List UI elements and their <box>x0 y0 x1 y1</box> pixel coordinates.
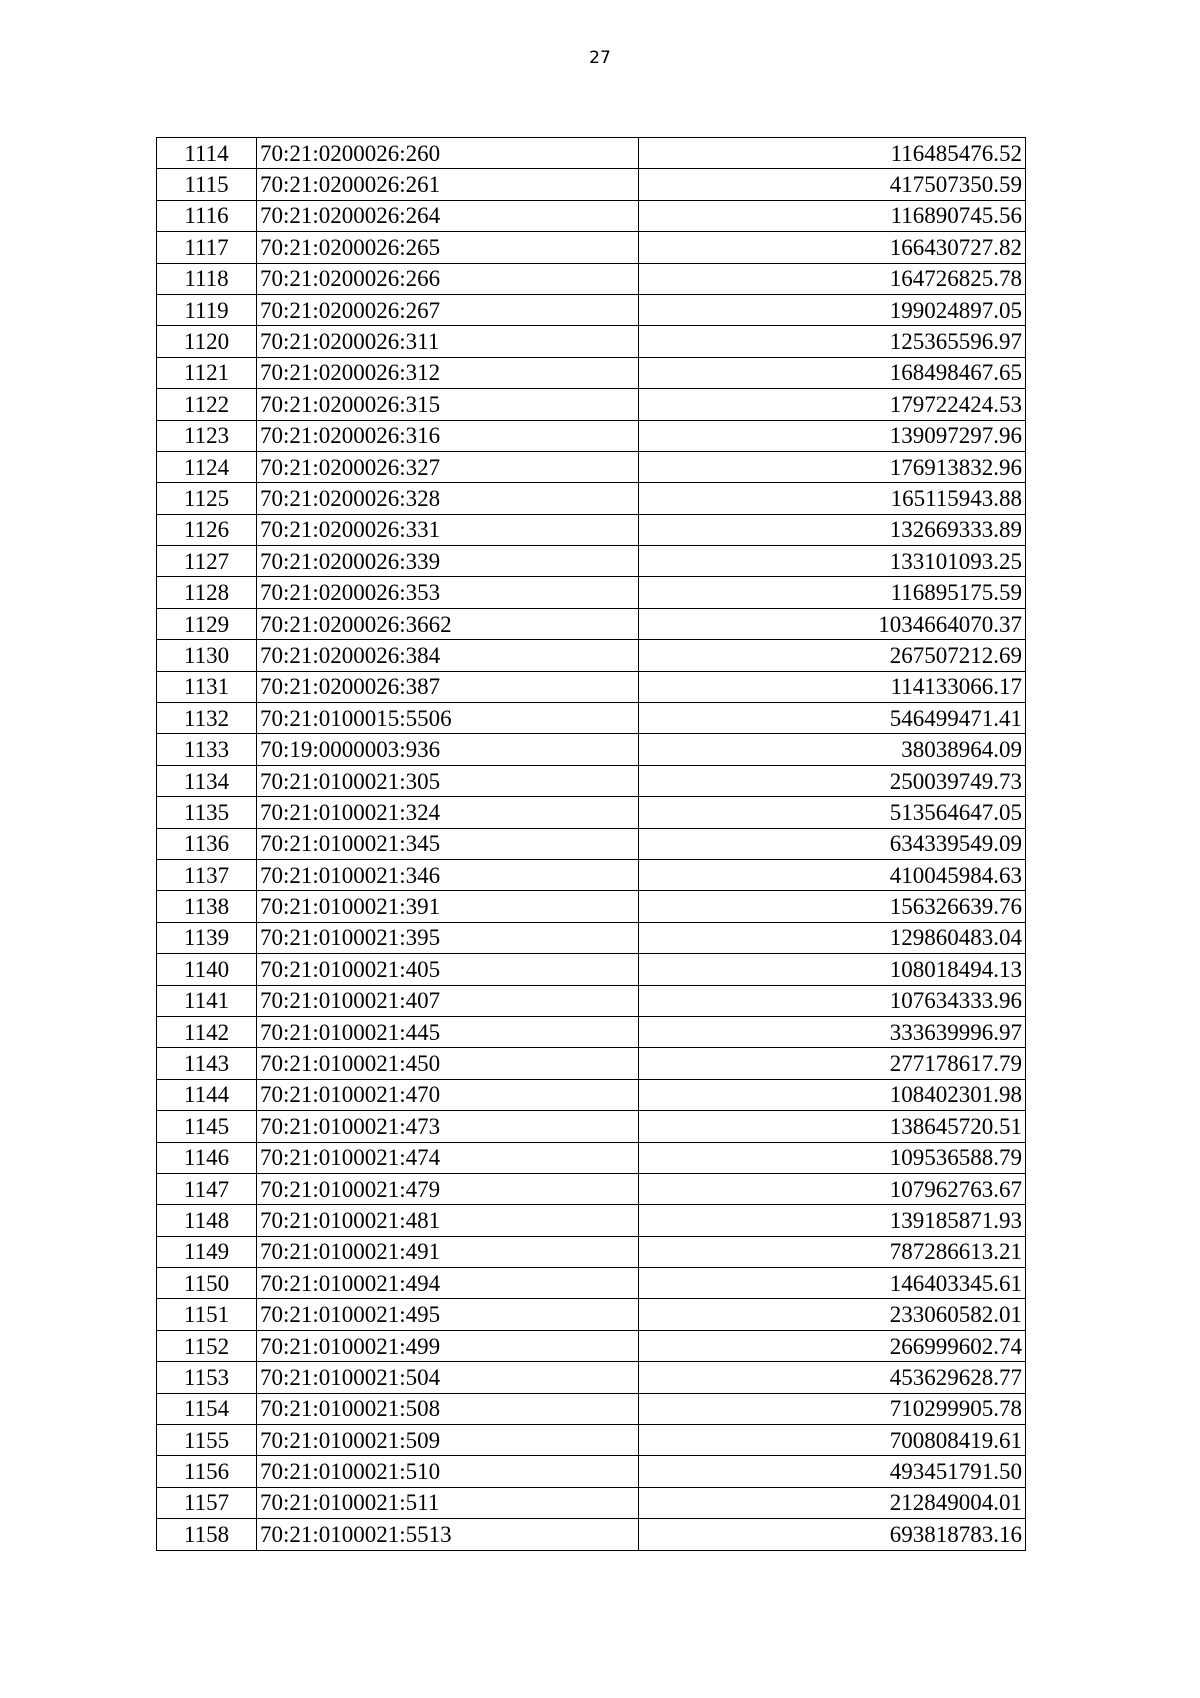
table-row <box>157 1205 1026 1236</box>
cadastral-value: 277178617.79 <box>639 1048 1026 1079</box>
row-number: 1131 <box>157 671 257 702</box>
cadastral-number: 70:21:0100021:405 <box>257 954 639 985</box>
row-number: 1129 <box>157 608 257 639</box>
table-row <box>157 1330 1026 1361</box>
cadastral-number: 70:21:0100021:346 <box>257 859 639 890</box>
cadastral-value: 700808419.61 <box>639 1425 1026 1456</box>
cadastral-value: 1034664070.37 <box>639 608 1026 639</box>
table-row <box>157 1362 1026 1393</box>
table-row <box>157 232 1026 263</box>
row-number: 1145 <box>157 1111 257 1142</box>
cadastral-value: 156326639.76 <box>639 891 1026 922</box>
cadastral-value: 513564647.05 <box>639 797 1026 828</box>
table-row <box>157 483 1026 514</box>
row-number: 1117 <box>157 232 257 263</box>
cadastral-value: 710299905.78 <box>639 1393 1026 1424</box>
row-number: 1127 <box>157 546 257 577</box>
cadastral-value: 250039749.73 <box>639 765 1026 796</box>
cadastral-value-table <box>156 137 1026 1551</box>
cadastral-value: 199024897.05 <box>639 294 1026 325</box>
table-row <box>157 1236 1026 1267</box>
cadastral-number: 70:21:0100021:345 <box>257 828 639 859</box>
row-number: 1115 <box>157 169 257 200</box>
table-row <box>157 608 1026 639</box>
cadastral-number: 70:21:0200026:266 <box>257 263 639 294</box>
cadastral-value: 138645720.51 <box>639 1111 1026 1142</box>
cadastral-value: 116890745.56 <box>639 200 1026 231</box>
cadastral-number: 70:21:0100021:474 <box>257 1142 639 1173</box>
table-row <box>157 1016 1026 1047</box>
table-row <box>157 734 1026 765</box>
cadastral-value: 139097297.96 <box>639 420 1026 451</box>
table-row <box>157 797 1026 828</box>
cadastral-number: 70:21:0100021:324 <box>257 797 639 828</box>
cadastral-value: 493451791.50 <box>639 1456 1026 1487</box>
table-body <box>157 138 1026 1551</box>
cadastral-number: 70:21:0200026:384 <box>257 640 639 671</box>
table-row <box>157 577 1026 608</box>
table-row <box>157 294 1026 325</box>
table-row <box>157 703 1026 734</box>
cadastral-number: 70:21:0100021:499 <box>257 1330 639 1361</box>
table-row <box>157 1268 1026 1299</box>
row-number: 1132 <box>157 703 257 734</box>
cadastral-number: 70:21:0100015:5506 <box>257 703 639 734</box>
cadastral-value: 132669333.89 <box>639 514 1026 545</box>
row-number: 1151 <box>157 1299 257 1330</box>
row-number: 1150 <box>157 1268 257 1299</box>
row-number: 1128 <box>157 577 257 608</box>
cadastral-number: 70:21:0200026:316 <box>257 420 639 451</box>
table-row <box>157 891 1026 922</box>
row-number: 1124 <box>157 451 257 482</box>
cadastral-value: 266999602.74 <box>639 1330 1026 1361</box>
cadastral-number: 70:21:0100021:508 <box>257 1393 639 1424</box>
cadastral-value: 139185871.93 <box>639 1205 1026 1236</box>
table-row <box>157 1079 1026 1110</box>
cadastral-value: 634339549.09 <box>639 828 1026 859</box>
row-number: 1119 <box>157 294 257 325</box>
cadastral-number: 70:21:0100021:470 <box>257 1079 639 1110</box>
cadastral-number: 70:21:0100021:509 <box>257 1425 639 1456</box>
row-number: 1156 <box>157 1456 257 1487</box>
cadastral-value: 107634333.96 <box>639 985 1026 1016</box>
cadastral-value: 333639996.97 <box>639 1016 1026 1047</box>
table-row <box>157 828 1026 859</box>
cadastral-number: 70:21:0100021:481 <box>257 1205 639 1236</box>
cadastral-number: 70:21:0100021:395 <box>257 922 639 953</box>
table-row <box>157 765 1026 796</box>
cadastral-value: 233060582.01 <box>639 1299 1026 1330</box>
cadastral-number: 70:21:0100021:5513 <box>257 1519 639 1550</box>
cadastral-value: 693818783.16 <box>639 1519 1026 1550</box>
cadastral-number: 70:19:0000003:936 <box>257 734 639 765</box>
row-number: 1141 <box>157 985 257 1016</box>
cadastral-value: 164726825.78 <box>639 263 1026 294</box>
row-number: 1120 <box>157 326 257 357</box>
row-number: 1148 <box>157 1205 257 1236</box>
cadastral-value: 166430727.82 <box>639 232 1026 263</box>
table-row <box>157 1487 1026 1518</box>
table-row <box>157 640 1026 671</box>
table-row <box>157 169 1026 200</box>
cadastral-number: 70:21:0200026:267 <box>257 294 639 325</box>
table-row <box>157 859 1026 890</box>
table-row <box>157 1299 1026 1330</box>
table-row <box>157 1048 1026 1079</box>
cadastral-number: 70:21:0200026:353 <box>257 577 639 608</box>
row-number: 1153 <box>157 1362 257 1393</box>
table-row <box>157 1519 1026 1550</box>
table-row <box>157 1456 1026 1487</box>
row-number: 1138 <box>157 891 257 922</box>
cadastral-value: 129860483.04 <box>639 922 1026 953</box>
row-number: 1157 <box>157 1487 257 1518</box>
row-number: 1116 <box>157 200 257 231</box>
row-number: 1126 <box>157 514 257 545</box>
row-number: 1133 <box>157 734 257 765</box>
cadastral-value: 179722424.53 <box>639 389 1026 420</box>
row-number: 1147 <box>157 1173 257 1204</box>
table-row <box>157 985 1026 1016</box>
cadastral-value: 453629628.77 <box>639 1362 1026 1393</box>
cadastral-value: 168498467.65 <box>639 357 1026 388</box>
row-number: 1139 <box>157 922 257 953</box>
row-number: 1154 <box>157 1393 257 1424</box>
cadastral-value: 267507212.69 <box>639 640 1026 671</box>
cadastral-number: 70:21:0200026:261 <box>257 169 639 200</box>
cadastral-number: 70:21:0200026:328 <box>257 483 639 514</box>
table-row <box>157 954 1026 985</box>
row-number: 1146 <box>157 1142 257 1173</box>
row-number: 1121 <box>157 357 257 388</box>
cadastral-value: 108018494.13 <box>639 954 1026 985</box>
cadastral-number: 70:21:0100021:391 <box>257 891 639 922</box>
cadastral-number: 70:21:0100021:510 <box>257 1456 639 1487</box>
table-row <box>157 1393 1026 1424</box>
table-row <box>157 922 1026 953</box>
table-row <box>157 200 1026 231</box>
cadastral-number: 70:21:0200026:265 <box>257 232 639 263</box>
row-number: 1149 <box>157 1236 257 1267</box>
table-row <box>157 1111 1026 1142</box>
cadastral-number: 70:21:0200026:312 <box>257 357 639 388</box>
cadastral-value: 133101093.25 <box>639 546 1026 577</box>
cadastral-number: 70:21:0100021:479 <box>257 1173 639 1204</box>
table-row <box>157 420 1026 451</box>
cadastral-number: 70:21:0100021:495 <box>257 1299 639 1330</box>
cadastral-number: 70:21:0200026:327 <box>257 451 639 482</box>
row-number: 1136 <box>157 828 257 859</box>
table-row <box>157 1173 1026 1204</box>
table-row <box>157 326 1026 357</box>
cadastral-value: 410045984.63 <box>639 859 1026 890</box>
cadastral-number: 70:21:0100021:511 <box>257 1487 639 1518</box>
table-row <box>157 263 1026 294</box>
cadastral-value: 212849004.01 <box>639 1487 1026 1518</box>
table-row <box>157 1425 1026 1456</box>
table-row <box>157 671 1026 702</box>
cadastral-value: 546499471.41 <box>639 703 1026 734</box>
row-number: 1130 <box>157 640 257 671</box>
cadastral-number: 70:21:0200026:315 <box>257 389 639 420</box>
row-number: 1135 <box>157 797 257 828</box>
cadastral-number: 70:21:0200026:311 <box>257 326 639 357</box>
cadastral-number: 70:21:0200026:264 <box>257 200 639 231</box>
table-row <box>157 389 1026 420</box>
row-number: 1155 <box>157 1425 257 1456</box>
cadastral-value: 107962763.67 <box>639 1173 1026 1204</box>
cadastral-number: 70:21:0200026:3662 <box>257 608 639 639</box>
cadastral-value: 176913832.96 <box>639 451 1026 482</box>
cadastral-value: 116895175.59 <box>639 577 1026 608</box>
row-number: 1137 <box>157 859 257 890</box>
row-number: 1134 <box>157 765 257 796</box>
cadastral-number: 70:21:0100021:491 <box>257 1236 639 1267</box>
row-number: 1114 <box>157 138 257 169</box>
row-number: 1123 <box>157 420 257 451</box>
row-number: 1118 <box>157 263 257 294</box>
table-row <box>157 451 1026 482</box>
cadastral-number: 70:21:0100021:494 <box>257 1268 639 1299</box>
cadastral-value: 108402301.98 <box>639 1079 1026 1110</box>
cadastral-number: 70:21:0100021:445 <box>257 1016 639 1047</box>
cadastral-value: 165115943.88 <box>639 483 1026 514</box>
row-number: 1152 <box>157 1330 257 1361</box>
cadastral-number: 70:21:0100021:407 <box>257 985 639 1016</box>
row-number: 1143 <box>157 1048 257 1079</box>
cadastral-number: 70:21:0100021:305 <box>257 765 639 796</box>
cadastral-number: 70:21:0100021:473 <box>257 1111 639 1142</box>
table-row <box>157 357 1026 388</box>
cadastral-number: 70:21:0200026:339 <box>257 546 639 577</box>
page-number: 27 <box>589 48 611 68</box>
cadastral-value: 114133066.17 <box>639 671 1026 702</box>
table-row <box>157 514 1026 545</box>
row-number: 1140 <box>157 954 257 985</box>
cadastral-value: 125365596.97 <box>639 326 1026 357</box>
cadastral-number: 70:21:0200026:260 <box>257 138 639 169</box>
cadastral-value: 109536588.79 <box>639 1142 1026 1173</box>
cadastral-value: 146403345.61 <box>639 1268 1026 1299</box>
cadastral-number: 70:21:0100021:450 <box>257 1048 639 1079</box>
table-row <box>157 1142 1026 1173</box>
row-number: 1144 <box>157 1079 257 1110</box>
row-number: 1125 <box>157 483 257 514</box>
cadastral-number: 70:21:0200026:331 <box>257 514 639 545</box>
cadastral-value: 417507350.59 <box>639 169 1026 200</box>
cadastral-value: 38038964.09 <box>639 734 1026 765</box>
cadastral-number: 70:21:0100021:504 <box>257 1362 639 1393</box>
table-row <box>157 138 1026 169</box>
row-number: 1142 <box>157 1016 257 1047</box>
table-row <box>157 546 1026 577</box>
cadastral-value: 116485476.52 <box>639 138 1026 169</box>
cadastral-value: 787286613.21 <box>639 1236 1026 1267</box>
row-number: 1122 <box>157 389 257 420</box>
row-number: 1158 <box>157 1519 257 1550</box>
cadastral-number: 70:21:0200026:387 <box>257 671 639 702</box>
